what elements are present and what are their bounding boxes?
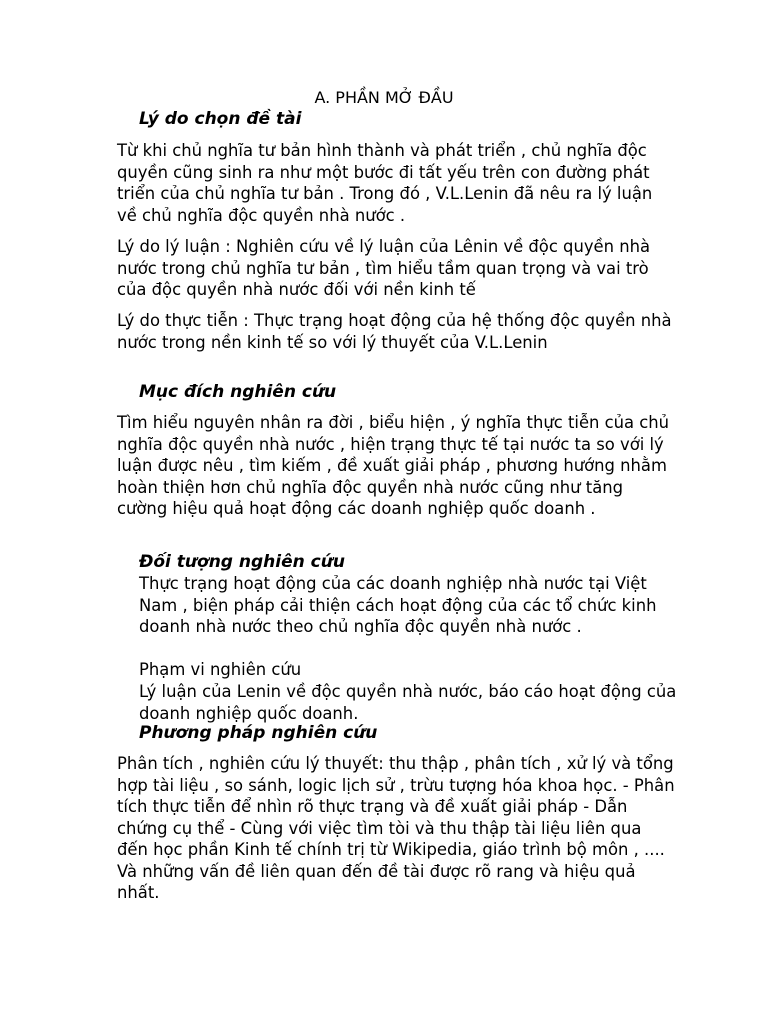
- paragraph-ly-do-intro: Từ khi chủ nghĩa tư bản hình thành và phát triển , chủ nghĩa độc quyền cũng sinh ra như một bước đi tất yếu trên con đường phát triển của chủ nghĩa tư bản . Trong đó , V.L.Lenin đã nêu ra lý luận về chủ nghĩa độc quyền nhà nước .: [117, 141, 653, 225]
- heading-doi-tuong: Đối tượng nghiên cứu: [139, 552, 345, 572]
- paragraph-ly-do-ly-luan: Lý do lý luận : Nghiên cứu về lý luận của Lênin về độc quyền nhà nước trong chủ nghĩa tư bản , tìm hiểu tầm quan trọng và vai trò của độc quyền nhà nước đối với nền kinh tế: [117, 237, 651, 299]
- paragraph-doi-tuong: Thực trạng hoạt động của các doanh nghiệp nhà nước tại Việt Nam , biện pháp cải thiện cách hoạt động của các tổ chức kinh doanh nhà nước theo chủ nghĩa độc quyền nhà nước .: [139, 574, 657, 636]
- heading-phuong-phap: Phương pháp nghiên cứu: [139, 723, 378, 743]
- paragraph-pham-vi: Lý luận của Lenin về độc quyền nhà nước, báo cáo hoạt động của doanh nghiệp quốc doanh.: [139, 682, 677, 723]
- paragraph-muc-dich: Tìm hiểu nguyên nhân ra đời , biểu hiện , ý nghĩa thực tiễn của chủ nghĩa độc quyền nhà nước , hiện trạng thực tế tại nước ta so với lý luận được nêu , tìm kiếm , đề xuất giải pháp , phương hướng nhằm hoàn thiện hơn chủ nghĩa độc quyền nhà nước cũng như tăng cường hiệu quả hoạt động các doanh nghiệp quốc doanh .: [117, 413, 670, 518]
- heading-muc-dich: Mục đích nghiên cứu: [139, 382, 337, 402]
- document-title: A. PHẦN MỞ ĐẦU: [314, 88, 454, 107]
- heading-pham-vi: Phạm vi nghiên cứu: [139, 660, 302, 679]
- paragraph-ly-do-thuc-tien: Lý do thực tiễn : Thực trạng hoạt động của hệ thống độc quyền nhà nước trong nền kinh tế so với lý thuyết của V.L.Lenin: [117, 311, 672, 352]
- heading-ly-do: Lý do chọn đề tài: [139, 109, 302, 129]
- paragraph-phuong-phap: Phân tích , nghiên cứu lý thuyết: thu thập , phân tích , xử lý và tổng hợp tài liệu , so sánh, logic lịch sử , trừu tượng hóa khoa học. - Phân tích thực tiễn để nhìn rõ thực trạng và đề xuất giải pháp - Dẫn chứng cụ thể - Cùng với việc tìm tòi và thu thập tài liệu liên qua đến học phần Kinh tế chính trị từ Wikipedia, giáo trình bộ môn , .... Và những vấn đề liên quan đến đề tài được rõ rang và hiệu quả nhất.: [117, 754, 675, 902]
